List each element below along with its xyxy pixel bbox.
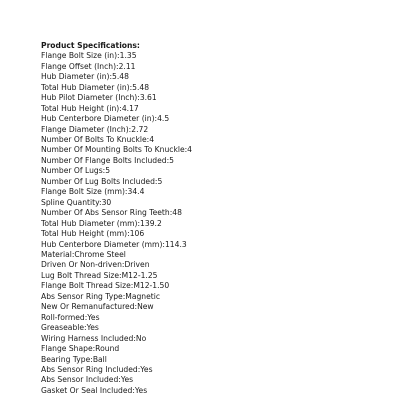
product-specifications	[41, 41, 381, 396]
spec-line: Flange Bolt Thread Size:M12-1.50	[41, 281, 170, 291]
spec-line: Flange Shape:Round	[41, 344, 120, 354]
spec-line: Abs Sensor Ring Type:Magnetic	[41, 291, 161, 301]
spec-line: Abs Sensor Ring Included:Yes	[41, 365, 153, 374]
spec-line: Number Of Bolts To Knuckle:4	[41, 135, 155, 145]
spec-line: Flange Bolt Size (in):1.35	[41, 51, 137, 61]
spec-line: Flange Offset (Inch):2.11	[41, 61, 136, 71]
spec-line: Gasket Or Seal Included:Yes	[41, 385, 148, 395]
spec-line: Material:Chrome Steel	[41, 250, 126, 260]
specifications-heading: Product Specifications:	[41, 41, 140, 50]
spec-line: Number Of Abs Sensor Ring Teeth:48	[41, 208, 182, 218]
spec-line: Flange Bolt Size (mm):34.4	[41, 187, 145, 197]
spec-line: Spline Quantity:30	[41, 197, 112, 207]
spec-line: Wiring Harness Included:No	[41, 333, 147, 343]
spec-line: Total Hub Diameter (in):5.48	[41, 82, 150, 92]
spec-line: Greaseable:Yes	[41, 323, 99, 333]
spec-line: Total Hub Height (mm):106	[41, 229, 145, 239]
spec-line: Abs Sensor Included:Yes	[41, 375, 134, 385]
spec-line: Number Of Flange Bolts Included:5	[41, 155, 174, 165]
spec-line: Flange Diameter (Inch):2.72	[41, 124, 149, 134]
spec-line: Hub Centerbore Diameter (in):4.5	[41, 114, 170, 124]
spec-line: Number Of Lug Bolts Included:5	[41, 176, 163, 186]
spec-line: Bearing Type:Ball	[41, 354, 107, 364]
spec-line: Hub Centerbore Diameter (mm):114.3	[41, 239, 187, 249]
specifications-list	[41, 51, 381, 396]
spec-line: Lug Bolt Thread Size:M12-1.25	[41, 270, 158, 280]
spec-line: Driven Or Non-driven:Driven	[41, 260, 150, 270]
spec-line: Roll-formed:Yes	[41, 312, 100, 322]
spec-line: Number Of Mounting Bolts To Knuckle:4	[41, 145, 193, 155]
spec-line: Number Of Lugs:5	[41, 166, 111, 176]
spec-line: Total Hub Diameter (mm):139.2	[41, 218, 162, 228]
spec-line: New Or Remanufactured:New	[41, 302, 154, 312]
spec-line: Hub Pilot Diameter (Inch):3.61	[41, 93, 157, 103]
spec-line: Hub Diameter (in):5.48	[41, 72, 129, 82]
spec-line: Total Hub Height (in):4.17	[41, 103, 139, 113]
